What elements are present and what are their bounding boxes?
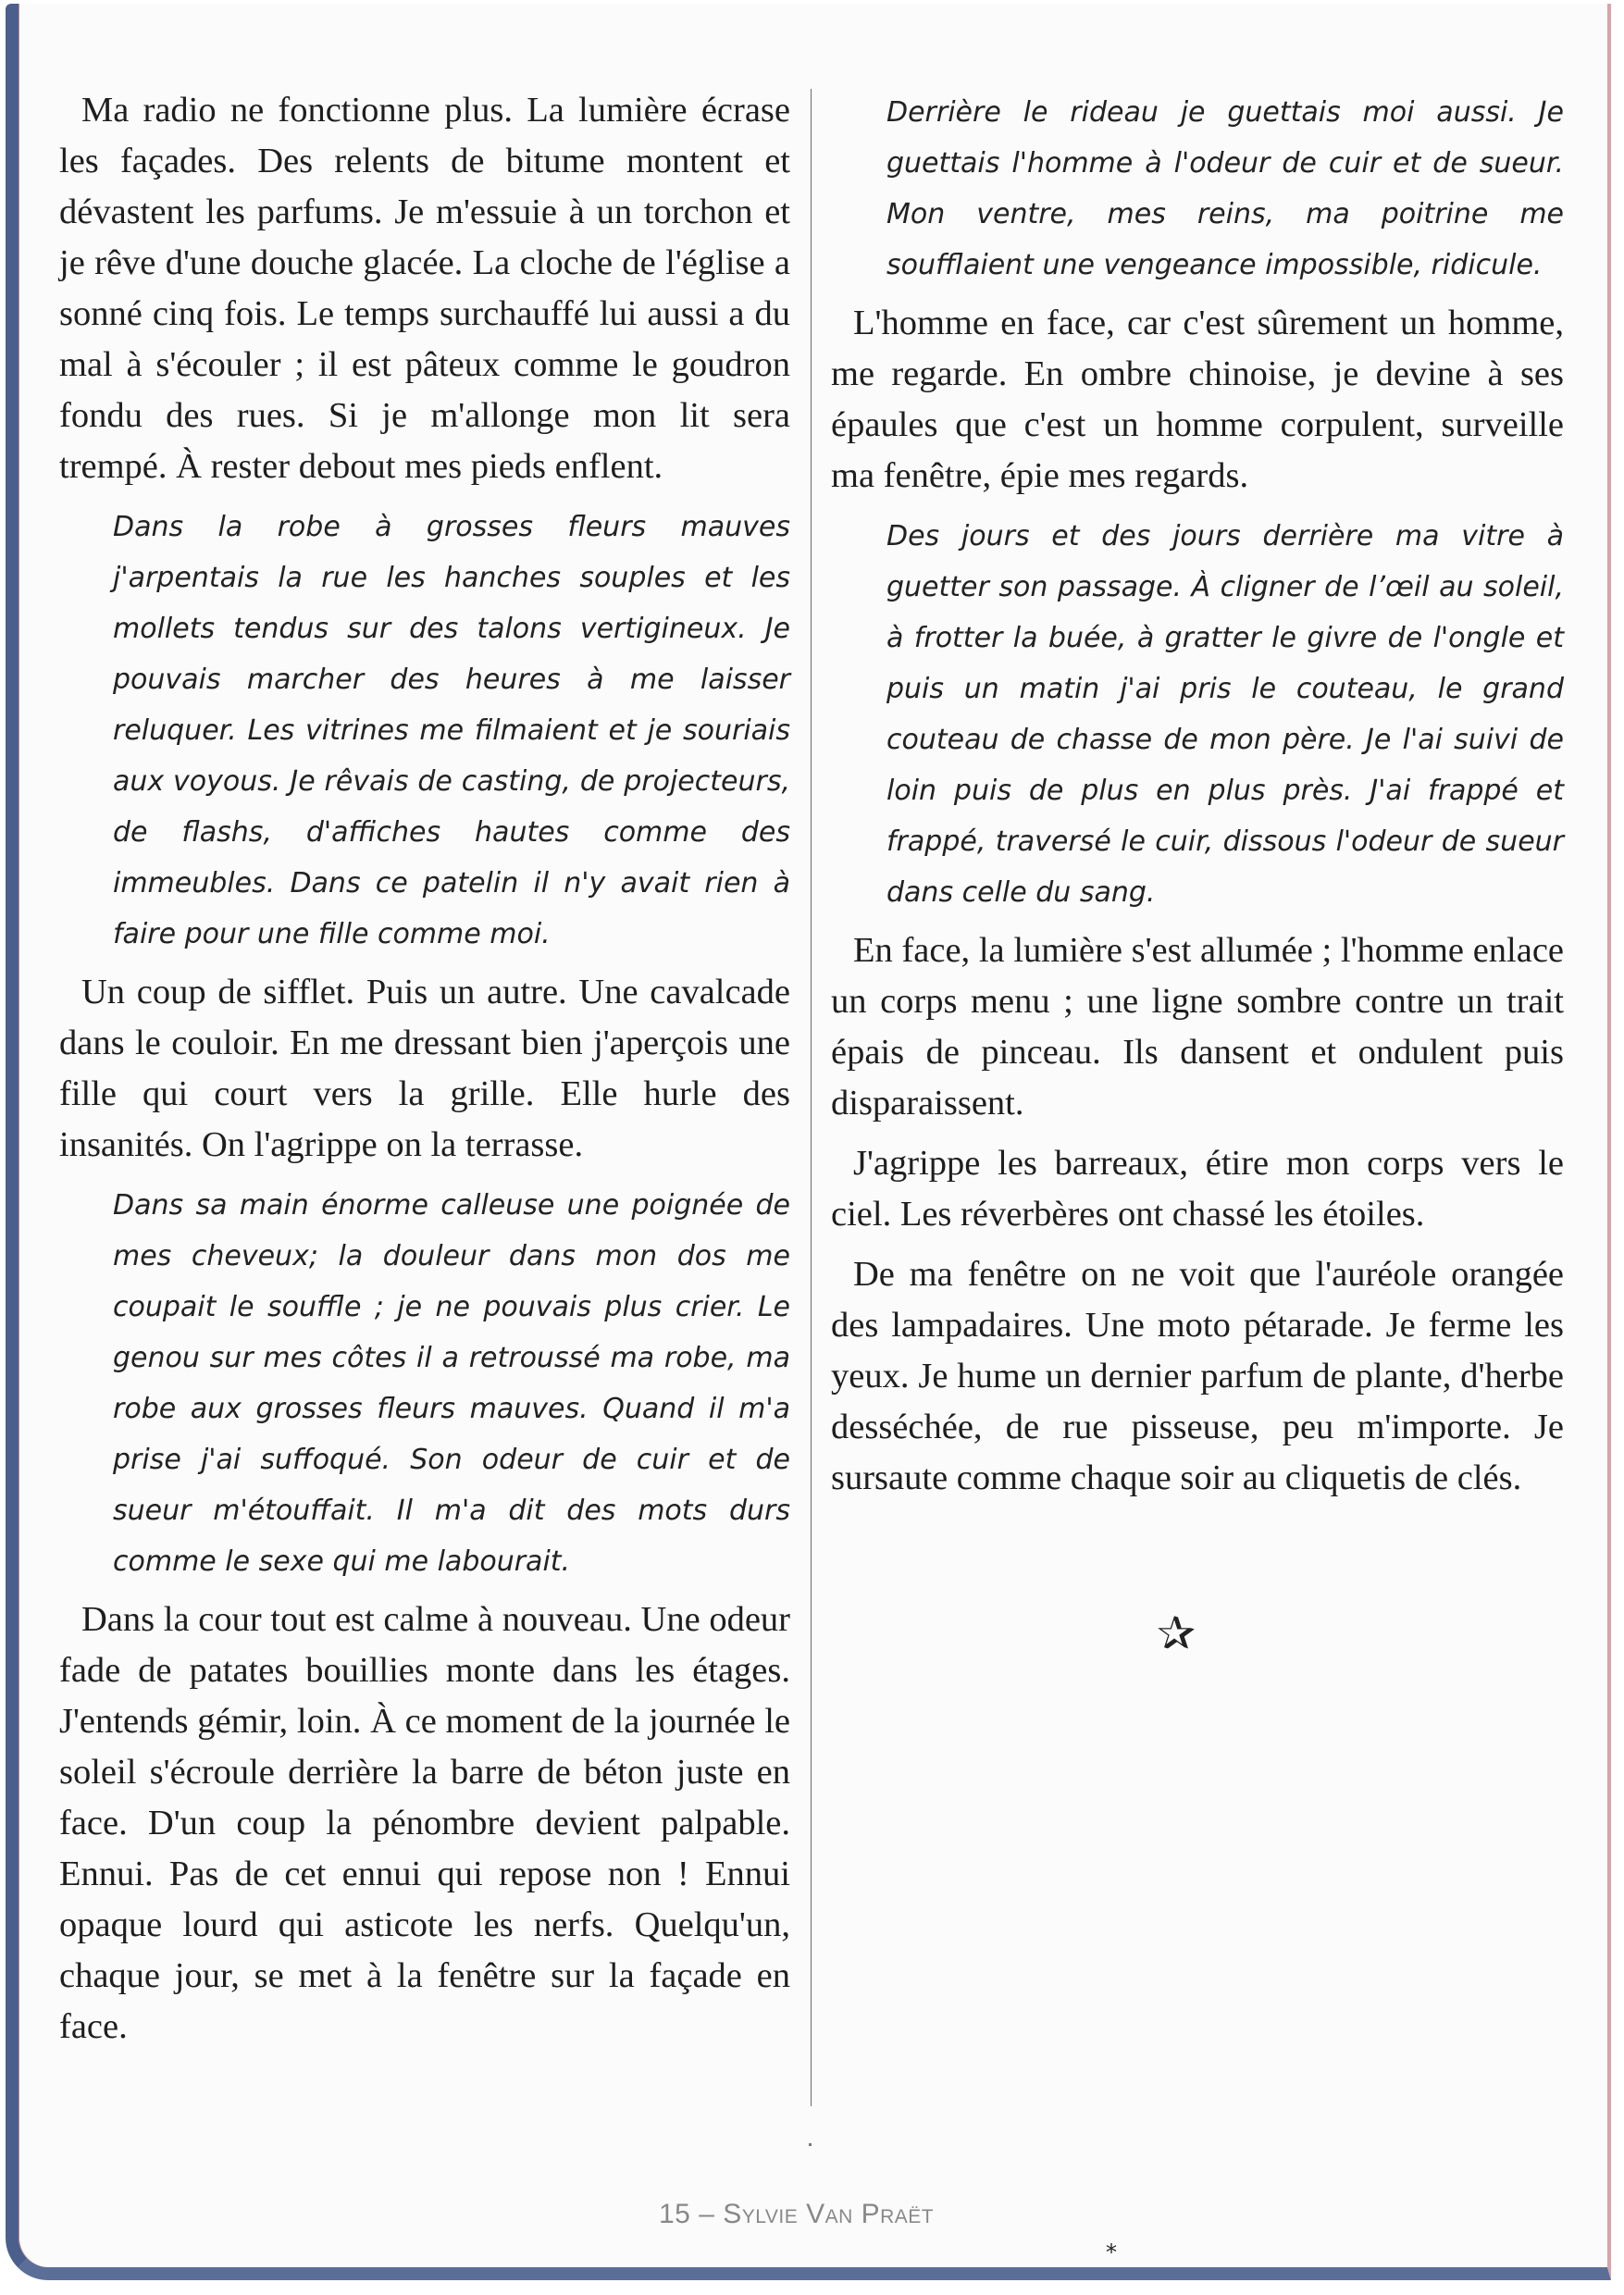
bottom-asterisk: * [1106, 2239, 1117, 2265]
author-name: Sylvie Van Praët [723, 2199, 935, 2229]
body-paragraph: En face, la lumière s'est allumée ; l'homme enlace un corps menu ; une ligne sombre contre un trait épais de pinceau. Ils dansent et ondulent puis disparaissent. [831, 931, 1564, 1123]
column-divider [811, 89, 812, 2106]
star-ornament-icon: ✰ [1157, 1606, 1196, 1660]
body-paragraph: Un coup de sifflet. Puis un autre. Une cavalcade dans le couloir. En me dressant bien j'aperçois une fille qui court vers la grille. Elle hurle des insanités. On l'agrippe on la terrasse. [59, 973, 790, 1164]
body-paragraph: De ma fenêtre on ne voit que l'auréole orangée des lampadaires. Une moto pétarade. Je ferme les yeux. Je hume un dernier parfum de plante, d'herbe desséchée, de rue pisseuse, peu m'importe. Je sursaute comme chaque soir au cliquetis de clés. [831, 1255, 1564, 1497]
body-paragraph: Dans la cour tout est calme à nouveau. Une odeur fade de patates bouillies monte dans les étages. J'entends gémir, loin. À ce moment de la journée le soleil s'écroule derrière la barre de béton juste en face. D'un coup la pénombre devient palpable. Ennui. Pas de cet ennui qui repose non ! Ennui opaque lourd qui asticote les nerfs. Quelqu'un, chaque jour, se met à la fenêtre sur la façade en face. [59, 1600, 790, 2046]
italic-passage: Dans sa main énorme calleuse une poignée de mes cheveux; la douleur dans mon dos me coupait le souffle ; je ne pouvais plus crier. Le genou sur mes côtes il a retroussé ma robe, ma robe aux grosses fleurs mauves. Quand il m'a prise j'ai suffoqué. Son odeur de cuir et de sueur m'étouffait. Il m'a dit des mots durs comme le sexe qui me labourait. [113, 1189, 790, 1578]
italic-passage: Dans la robe à grosses fleurs mauves j'arpentais la rue les hanches souples et les mollets tendus sur des talons vertigineux. Je pouvais marcher des heures à me laisser reluquer. Les vitrines me filmaient et je souriais aux voyous. Je rêvais de casting, de projecteurs, de flashs, d'affiches hautes comme des immeubles. Dans ce patelin il n'y avait rien à faire pour une fille comme moi. [113, 511, 790, 950]
italic-passage: Derrière le rideau je guettais moi aussi. Je guettais l'homme à l'odeur de cuir et de sueur. Mon ventre, mes reins, ma poitrine me soufflaient une vengeance impossible, ridicule. [886, 96, 1564, 281]
body-paragraph: J'agrippe les barreaux, étire mon corps vers le ciel. Les réverbères ont chassé les étoiles. [831, 1144, 1564, 1234]
page-number: 15 [659, 2199, 691, 2229]
body-paragraph: Ma radio ne fonctionne plus. La lumière écrase les façades. Des relents de bitume montent et dévastent les parfums. Je m'essuie à un torchon et je rêve d'une douche glacée. La cloche de l'église a sonné cinq fois. Le temps surchauffé lui aussi a du mal à s'écouler ; il est pâteux comme le goudron fondu des rues. Si je m'allonge mon lit sera trempé. À rester debout mes pieds enflent. [59, 91, 790, 486]
italic-passage: Des jours et des jours derrière ma vitre à guetter son passage. À cligner de l’œil au soleil, à frotter la buée, à gratter le givre de l'ongle et puis un matin j'ai pris le couteau, le grand couteau de chasse de mon père. Je l'ai suivi de loin puis de plus en plus près. J'ai frappé et frappé, traversé le cuir, dissous l'odeur de sueur dans celle du sang. [886, 520, 1564, 909]
footer-dash: – [699, 2199, 715, 2229]
page-footer [659, 2199, 934, 2230]
divider-end-dot [809, 2143, 812, 2146]
left-column [59, 85, 790, 2062]
right-column [831, 85, 1564, 1513]
body-paragraph: L'homme en face, car c'est sûrement un homme, me regarde. En ombre chinoise, je devine à ses épaules que c'est un homme corpulent, surveille ma fenêtre, épie mes regards. [831, 304, 1564, 495]
